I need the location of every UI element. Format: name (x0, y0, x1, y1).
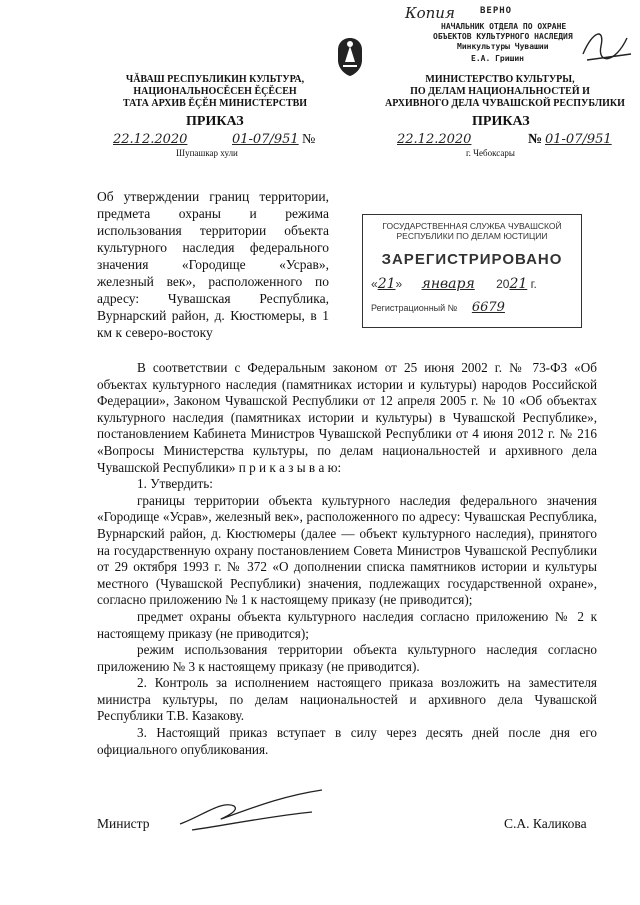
header-left-city: Шупашкар хули (176, 148, 238, 158)
header-right-ministry-name (385, 74, 625, 110)
registration-number-row (371, 300, 573, 315)
body-paragraph-protection: предмет охраны объекта культурного наследия согласно приложению № 2 к настоящему приказу (не приводится); (97, 608, 597, 641)
signature-title: Министр (97, 816, 150, 831)
stamp-line-verno: ВЕРНО (480, 6, 513, 16)
order-body (97, 360, 597, 758)
header-left-line: ТАТА АРХИВ ĔÇĔН МИНИСТЕРСТВИ (122, 98, 308, 109)
header-right-date: 22.12.2020 (397, 132, 472, 147)
handwritten-signature (172, 786, 332, 836)
header-left-date: 22.12.2020 (113, 132, 188, 147)
order-subject: Об утверждении границ территории, предмета охраны и режима использования территории объекта культурного наследия федерального значения «Городище «Усрав», железный век», расположенного по адресу: Чувашская Республика, Вурнарский район, д. Кюстюмеры, в 1 км к северо-востоку (97, 189, 329, 340)
registration-year-g: г. (530, 277, 537, 291)
registration-month: января (421, 276, 475, 292)
signature-name: С.А. Каликова (504, 816, 587, 831)
body-paragraph-borders: границы территории объекта культурного наследия федерального значения «Городище «Усрав», железный век», расположенного по адресу: Чувашская Республика, Вурнарский район, д. Кюстюмеры (далее — объект культурного наследия), принятого на государственную охрану постановлением Совета Министров Чувашской Республики от 29 октября 1993 г. № 372 «О дополнении списка памятников истории и культуры местного (Чувашской Республики) значения, подлежащих государственной охране», согласно приложению № 1 к настоящему приказу (не приводится); (97, 492, 597, 608)
header-left-line: ЧĂВАШ РЕСПУБЛИКИН КУЛЬТУРА, (125, 74, 305, 85)
body-paragraph-item2: 2. Контроль за исполнением настоящего приказа возложить на заместителя министра культуры, по делам национальностей и архивного дела Чувашской Республики Т.В. Казакову. (97, 675, 597, 724)
registration-year-suffix: 21 (509, 276, 528, 292)
header-left-number: 01-07/951 (232, 132, 299, 147)
header-left-number-sign: № (302, 132, 316, 147)
registration-date-row: «21» января 2021 г. (371, 276, 537, 292)
body-paragraph-regime: режим использования территории объекта культурного наследия согласно приложению № 3 к настоящему приказу (не приводится). (97, 642, 597, 674)
registration-stamp-title: ЗАРЕГИСТРИРОВАНО (381, 251, 563, 268)
registration-number-label: Регистрационный № (371, 303, 458, 313)
header-right-number-sign: № (528, 132, 543, 147)
header-left-ministry-name (110, 74, 320, 110)
stamp-handwritten-copy: Копия (405, 4, 455, 22)
stamp-signature-scribble (575, 24, 635, 72)
body-paragraph-item1: 1. Утвердить: (137, 476, 213, 492)
certification-stamp (405, 4, 635, 76)
header-left-line: НАЦИОНАЛЬНОСĔСЕН ĔÇĔСЕН (133, 86, 297, 97)
stamp-line-objects: ОБЪЕКТОВ КУЛЬТУРНОГО НАСЛЕДИЯ (433, 32, 573, 41)
header-right-prikaz-title: ПРИКАЗ (472, 114, 530, 129)
header-right-city: г. Чебоксары (466, 148, 515, 158)
registration-number: 6679 (471, 300, 505, 315)
stamp-line-person: Е.А. Гришин (471, 54, 524, 63)
stamp-line-ministry: Минкультуры Чувашии (457, 42, 549, 51)
header-left-prikaz-title: ПРИКАЗ (186, 114, 244, 129)
registration-day: 21 (377, 276, 396, 292)
registration-stamp-line2: РЕСПУБЛИКИ ПО ДЕЛАМ ЮСТИЦИИ (396, 231, 548, 241)
header-right-line: МИНИСТЕРСТВО КУЛЬТУРЫ, (425, 74, 575, 85)
header-right-line: АРХИВНОГО ДЕЛА ЧУВАШСКОЙ РЕСПУБЛИКИ (385, 98, 625, 109)
header-right-number: 01-07/951 (545, 132, 612, 147)
registration-year-prefix: 20 (496, 277, 510, 291)
header-right-line: ПО ДЕЛАМ НАЦИОНАЛЬНОСТЕЙ И (410, 86, 590, 97)
registration-stamp (362, 214, 582, 328)
body-paragraph-preamble: В соответствии с Федеральным законом от 25 июня 2002 г. № 73-ФЗ «Об объектах культурного наследия (памятниках истории и культуры) народов Российской Федерации», Законом Чувашской Республики от 12 апреля 2005 г. № 10 «Об объектах культурного наследия (памятниках истории и культуры) в Чувашской Республике», постановлением Кабинета Министров Чувашской Республики от 4 июня 2012 г. № 216 «Вопросы Министерства культуры, по делам национальностей и архивного дела Чувашской Республики» п р и к а з ы в а ю: (97, 360, 597, 475)
registration-stamp-line1: ГОСУДАРСТВЕННАЯ СЛУЖБА ЧУВАШСКОЙ (382, 221, 562, 231)
coat-of-arms-emblem (333, 34, 367, 78)
body-paragraph-item3: 3. Настоящий приказ вступает в силу через десять дней после дня его официального опубликования. (97, 725, 597, 757)
stamp-line-head: НАЧАЛЬНИК ОТДЕЛА ПО ОХРАНЕ (441, 22, 567, 31)
